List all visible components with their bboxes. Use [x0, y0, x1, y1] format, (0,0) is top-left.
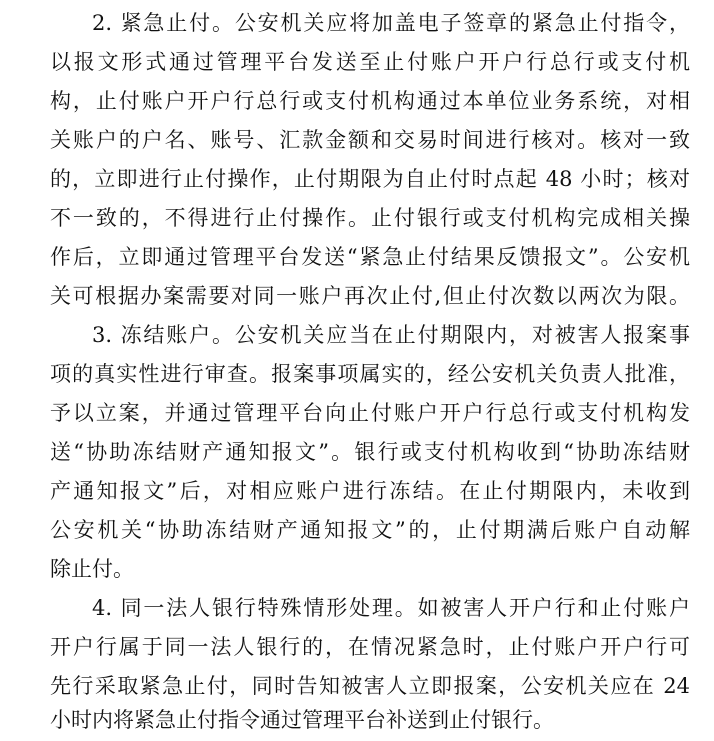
paragraph-3-line-1: 3. 冻结账户。公安机关应当在止付期限内，对被害人报案事 [92, 323, 690, 347]
paragraph-2-line-8: 关可根据办案需要对同一账户再次止付,但止付次数以两次为限。 [50, 284, 690, 308]
paragraph-2-line-4: 关账户的户名、账号、汇款金额和交易时间进行核对。核对一致 [50, 128, 690, 152]
paragraph-3-line-7: 除止付。 [50, 557, 134, 581]
paragraph-2-line-7: 作后，立即通过管理平台发送“紧急止付结果反馈报文”。公安机 [50, 245, 690, 269]
paragraph-4-line-4: 小时内将紧急止付指令通过管理平台补送到止付银行。 [50, 708, 554, 732]
paragraph-2-line-1: 2. 紧急止付。公安机关应将加盖电子签章的紧急止付指令， [92, 11, 690, 35]
paragraph-4-line-1: 4. 同一法人银行特殊情形处理。如被害人开户行和止付账户 [92, 596, 690, 620]
paragraph-3-line-2: 项的真实性进行审查。报案事项属实的，经公安机关负责人批准， [50, 362, 690, 386]
paragraph-2-line-2: 以报文形式通过管理平台发送至止付账户开户行总行或支付机 [50, 50, 690, 74]
paragraph-2-line-5: 的，立即进行止付操作，止付期限为自止付时点起 48 小时；核对 [50, 167, 690, 191]
paragraph-3-line-5: 产通知报文”后，对相应账户进行冻结。在止付期限内，未收到 [50, 479, 690, 503]
paragraph-4-line-3: 先行采取紧急止付，同时告知被害人立即报案，公安机关应在 24 [50, 674, 690, 698]
paragraph-4-line-2: 开户行属于同一法人银行的，在情况紧急时，止付账户开户行可 [50, 635, 690, 659]
paragraph-3-line-3: 予以立案，并通过管理平台向止付账户开户行总行或支付机构发 [50, 401, 690, 425]
paragraph-2-line-6: 不一致的，不得进行止付操作。止付银行或支付机构完成相关操 [50, 206, 690, 230]
paragraph-2-line-3: 构，止付账户开户行总行或支付机构通过本单位业务系统，对相 [50, 89, 690, 113]
paragraph-3-line-4: 送“协助冻结财产通知报文”。银行或支付机构收到“协助冻结财 [50, 440, 690, 464]
paragraph-3-line-6: 公安机关“协助冻结财产通知报文”的，止付期满后账户自动解 [50, 518, 690, 542]
